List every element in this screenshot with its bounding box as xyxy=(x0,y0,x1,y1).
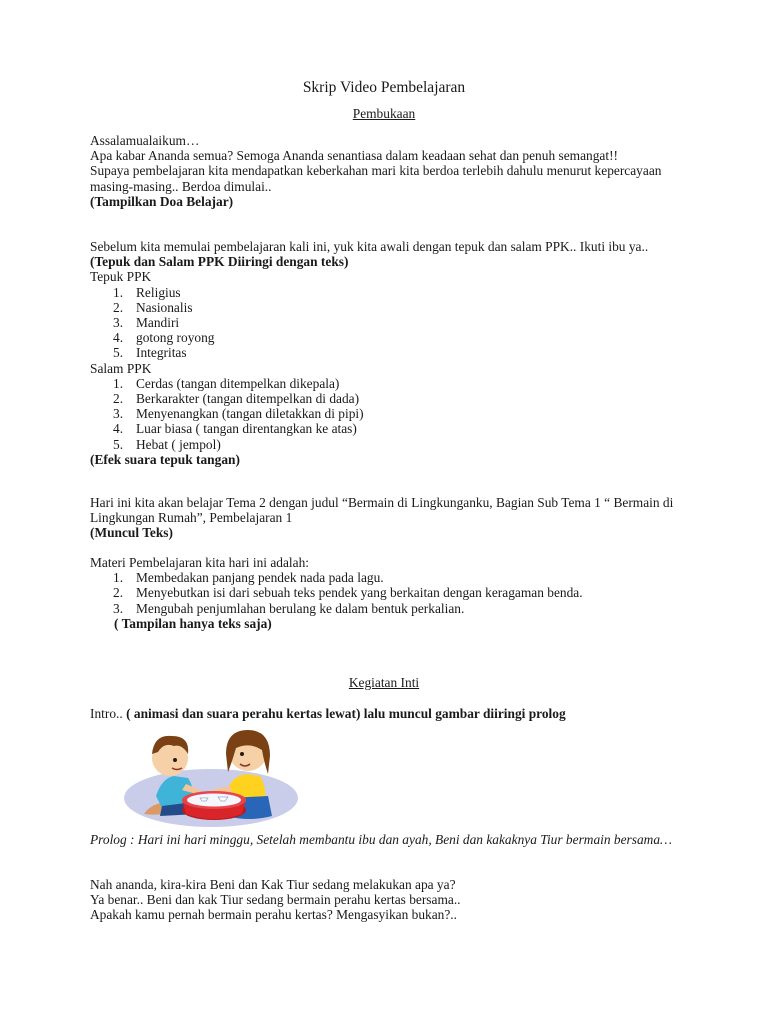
tepuk-list xyxy=(90,285,680,361)
pembukaan-section xyxy=(90,133,680,209)
greeting-line: Supaya pembelajaran kita mendapatkan keberkahan mari kita berdoa terlebih dahulu menurut kepercayaan masing-masing.. Berdoa dimulai.. xyxy=(90,163,662,194)
list-item: 1. Cerdas (tangan ditempelkan dikepala) xyxy=(113,375,340,391)
greeting-line: Apa kabar Ananda semua? Semoga Ananda senantiasa dalam keadaan sehat dan penuh semangat!! xyxy=(90,148,618,164)
dialog-line: Nah ananda, kira-kira Beni dan Kak Tiur sedang melakukan apa ya? xyxy=(90,877,456,892)
dialog-section xyxy=(90,877,680,923)
document-title: Skrip Video Pembelajaran xyxy=(302,79,466,96)
list-item: 3. Mandiri xyxy=(113,315,180,331)
list-item: 1. Religius xyxy=(113,284,181,300)
list-item: 4. Luar biasa ( tangan direntangkan ke atas) xyxy=(113,421,357,437)
tema-text: Hari ini kita akan belajar Tema 2 dengan judul “Bermain di Lingkunganku, Bagian Sub Tema 1 “ Bermain di Lingkungan Rumah”, Pembelajaran 1 xyxy=(90,495,674,526)
stage-cue: ( Tampilan hanya teks saja) xyxy=(114,615,272,631)
tema-section xyxy=(90,495,680,541)
stage-cue: (Efek suara tepuk tangan) xyxy=(90,451,240,467)
list-item: 1. Membedakan panjang pendek nada pada lagu. xyxy=(113,570,384,586)
ppk-section xyxy=(90,239,680,467)
section-heading-kegiatan-inti: Kegiatan Inti xyxy=(348,675,420,690)
children-playing-illustration xyxy=(122,718,300,830)
list-item: 2. Nasionalis xyxy=(113,299,193,315)
section-heading-pembukaan: Pembukaan xyxy=(352,106,416,121)
list-item: 5. Hebat ( jempol) xyxy=(113,436,221,452)
list-item: 5. Integritas xyxy=(113,345,187,361)
materi-list xyxy=(90,570,680,616)
materi-intro: Materi Pembelajaran kita hari ini adalah: xyxy=(90,555,309,570)
list-item: 3. Menyenangkan (tangan diletakkan di pipi) xyxy=(113,406,364,422)
list-label: Salam PPK xyxy=(90,360,152,376)
stage-cue: (Muncul Teks) xyxy=(90,525,173,541)
ppk-intro: Sebelum kita memulai pembelajaran kali ini, yuk kita awali dengan tepuk dan salam PPK.. Ikuti ibu ya.. xyxy=(90,239,649,254)
children-playing-image xyxy=(122,718,300,830)
list-label: Tepuk PPK xyxy=(90,269,152,285)
list-item: 2. Berkarakter (tangan ditempelkan di dada) xyxy=(113,391,360,407)
salam-list xyxy=(90,376,680,452)
list-item: 4. gotong royong xyxy=(113,330,215,346)
greeting-line: Assalamualaikum… xyxy=(90,133,200,148)
intro-prefix: Intro.. xyxy=(90,706,127,721)
dialog-line: Ya benar.. Beni dan kak Tiur sedang bermain perahu kertas bersama.. xyxy=(90,892,461,908)
stage-cue: (Tampilkan Doa Belajar) xyxy=(90,193,234,209)
materi-section xyxy=(90,555,680,631)
list-item: 3. Mengubah penjumlahan berulang ke dalam bentuk perkalian. xyxy=(113,600,465,616)
prolog-text: Prolog : Hari ini hari minggu, Setelah membantu ibu dan ayah, Beni dan kakaknya Tiur bermain bersama… xyxy=(90,832,672,847)
stage-cue: (Tepuk dan Salam PPK Diiringi dengan teks) xyxy=(90,254,349,270)
intro-cue: ( animasi dan suara perahu kertas lewat) lalu muncul gambar diiringi prolog xyxy=(126,706,566,721)
dialog-line: Apakah kamu pernah bermain perahu kertas? Mengasyikan bukan?.. xyxy=(90,907,457,923)
list-item: 2. Menyebutkan isi dari sebuah teks pendek yang berkaitan dengan keragaman benda. xyxy=(113,585,583,601)
